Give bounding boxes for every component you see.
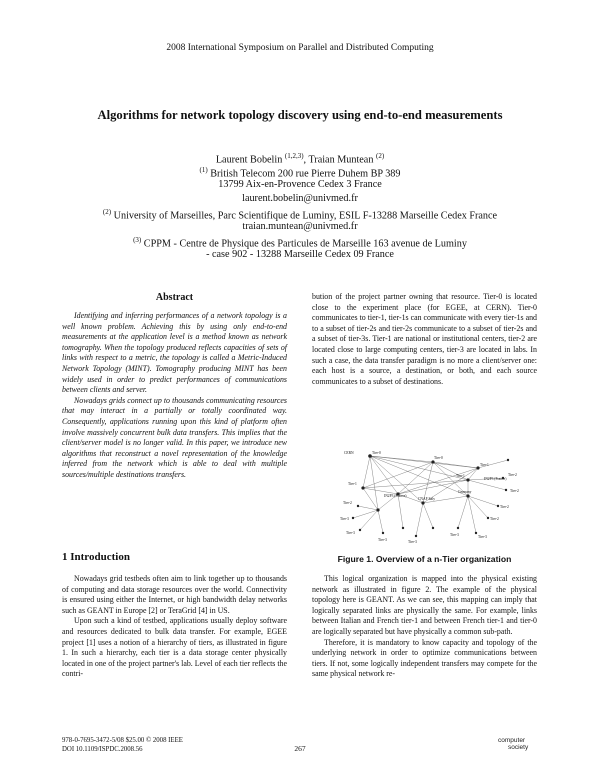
label-t3f: Tier-3 bbox=[478, 535, 487, 539]
right-paragraph-1: bution of the project partner owning that resource. Tier-0 is located close to the experiment place (for EGEE, at CERN). Tier-0 communicates to tier-1, tier-1s can communicate with every tier-1s and to a subset of tier-2s and tier-2s communicate to a subset of tier-2s and a subset of tier-3s. Tier-1 are national or institutional centers, tier-2 are located close to large computing centers, tier-3 are located in labs. In such a case, the data transfer paradigm is no more a client/server one: each host is a source, a destination, or both, and each source communicates to a subset of destinations. bbox=[312, 292, 537, 386]
introduction-heading: 1 Introduction bbox=[62, 551, 130, 563]
label-t3a: Tier-3 bbox=[340, 517, 349, 521]
introduction-body bbox=[62, 574, 287, 680]
abstract-paragraph-1: Identifying and inferring performances of a network topology is a well known problem. Achieving this by using only end-to-end measurements at the application level is a method known as network tomography. When the topology produced reflects capacities of sets of links with respect to a metric, the topology is called a Metric-Induced Network Topology (MINT). Tomography producing MINT has been widely used in order to predict performances of communications between clients and server. bbox=[62, 311, 287, 395]
figure-labels bbox=[340, 451, 519, 544]
page-number: 267 bbox=[294, 744, 306, 753]
author-sep: , Traian Muntean bbox=[303, 154, 374, 166]
figure-edges bbox=[353, 456, 508, 536]
intro-paragraph-1: Nowadays grid testbeds often aim to link together up to thousands of computing and data storage resources over the world. Connectivity is ensured using either the Internet, or high bandwidth delay networks such as GEANT in Europe [2] or TeraGrid [4] in US. bbox=[62, 574, 287, 615]
right-paragraph-3: Therefore, it is mandatory to know capacity and topology of the underlying network in order to optimize communications between tiers. If not, some logically independent transfers may compete for the same physical network re- bbox=[312, 637, 537, 679]
affil-sup-1: (1) bbox=[199, 166, 208, 174]
right-column-bottom bbox=[312, 574, 537, 680]
affil-sup-2: (2) bbox=[102, 208, 112, 216]
footer-doi: DOI 10.1109/ISPDC.2008.56 bbox=[62, 745, 143, 753]
affiliation-3-city: - case 902 - 13288 Marseille Cedex 09 France bbox=[206, 249, 394, 260]
label-t3e: Tier-3 bbox=[450, 533, 459, 537]
abstract-heading: Abstract bbox=[155, 292, 194, 303]
label-t2a: Tier-2 bbox=[508, 473, 517, 477]
label-cern: CERN bbox=[344, 451, 354, 455]
label-t2c: Tier-2 bbox=[500, 505, 509, 509]
label-france: IN2P3 (France) bbox=[384, 494, 407, 498]
label-t2e: Tier-2 bbox=[490, 517, 499, 521]
label-italy: CNAF Italy bbox=[418, 497, 436, 501]
email-1: laurent.bobelin@univmed.fr bbox=[242, 193, 358, 204]
label-t3c: Tier-3 bbox=[378, 538, 387, 542]
label-germany: Germany bbox=[458, 490, 472, 494]
affil-text-2: University of Marseilles, Parc Scientifique de Luminy, ESIL F-13288 Marseille Cedex France bbox=[111, 210, 498, 222]
right-paragraph-2: This logical organization is mapped into the physical existing network as illustrated in figure 2. The example of the physical topology here is GEANT. As we can see, this mapping can imply that logically separated links are physically the same. For example, links between Italian and French tier-1 and between French tier-1 and tier-0 are logically separated but have physically a common sub-path. bbox=[312, 574, 537, 636]
label-tier0-a: Tier-0 bbox=[372, 451, 381, 455]
label-t3b: Tier-3 bbox=[346, 531, 355, 535]
figure-caption: Figure 1. Overview of a n-Tier organization bbox=[337, 554, 512, 564]
label-in2p3: IN2P3 (France) bbox=[484, 477, 507, 481]
abstract-body bbox=[62, 311, 287, 481]
right-column-top bbox=[312, 292, 537, 387]
label-t2b: Tier-2 bbox=[510, 489, 519, 493]
author-sup-1: (1,2,3) bbox=[284, 152, 304, 160]
conference-header: 2008 International Symposium on Parallel and Distributed Computing bbox=[166, 43, 434, 53]
author-name-1: Laurent Bobelin bbox=[215, 154, 283, 166]
logo-line-1: computer bbox=[498, 737, 526, 744]
affil-sup-3: (3) bbox=[133, 236, 142, 244]
affiliation-1-city: 13799 Aix-en-Provence Cedex 3 France bbox=[218, 179, 382, 190]
label-tier0-b: Tier-0 bbox=[434, 456, 443, 460]
email-2: traian.muntean@univmed.fr bbox=[242, 221, 358, 232]
label-t3d: Tier-3 bbox=[408, 540, 417, 544]
label-t1c: Tier-1 bbox=[348, 482, 357, 486]
footer-isbn: 978-0-7695-3472-5/08 $25.00 © 2008 IEEE bbox=[62, 737, 183, 744]
label-t1a: Tier-1 bbox=[480, 463, 489, 467]
paper-title: Algorithms for network topology discovery using end-to-end measurements bbox=[97, 108, 503, 122]
label-t2d: Tier-2 bbox=[343, 501, 352, 505]
affil-text-1: British Telecom 200 rue Pierre Duhem BP 389 bbox=[207, 168, 401, 180]
label-t1b: Tier-1 bbox=[456, 474, 465, 478]
abstract-paragraph-2: Nowadays grids connect up to thousands communicating resources that may interact in a partially or totally coordinated way. Consequently, applications running upon this kind of platform often involve massively concurrent bulk data transfers. This implies that the client/server model is no longer valid. In this paper, we introduce new algorithms that reconstruct a novel representation of the knowledge inferred from the network which is able to deal with multiple sources/multiple destinations transfers. bbox=[62, 395, 287, 479]
affil-text-3: CPPM - Centre de Physique des Particules de Marseille 163 avenue de Luminy bbox=[141, 238, 467, 250]
logo-line-2: society bbox=[508, 744, 529, 751]
author-sup-2: (2) bbox=[375, 152, 385, 160]
computer-society-logo bbox=[498, 737, 546, 751]
intro-paragraph-2: Upon such a kind of testbed, applications usually deploy software and resources dedicated to bulk data transfer. For example, EGEE project [1] uses a notion of a hierarchy of tiers, as illustrated in figure 1. In such a hierarchy, each tier is a data storage center physically located in one of the project partner's lab. Level of each tier reflects the contri- bbox=[62, 616, 287, 679]
figure-tier-diagram bbox=[338, 448, 528, 544]
